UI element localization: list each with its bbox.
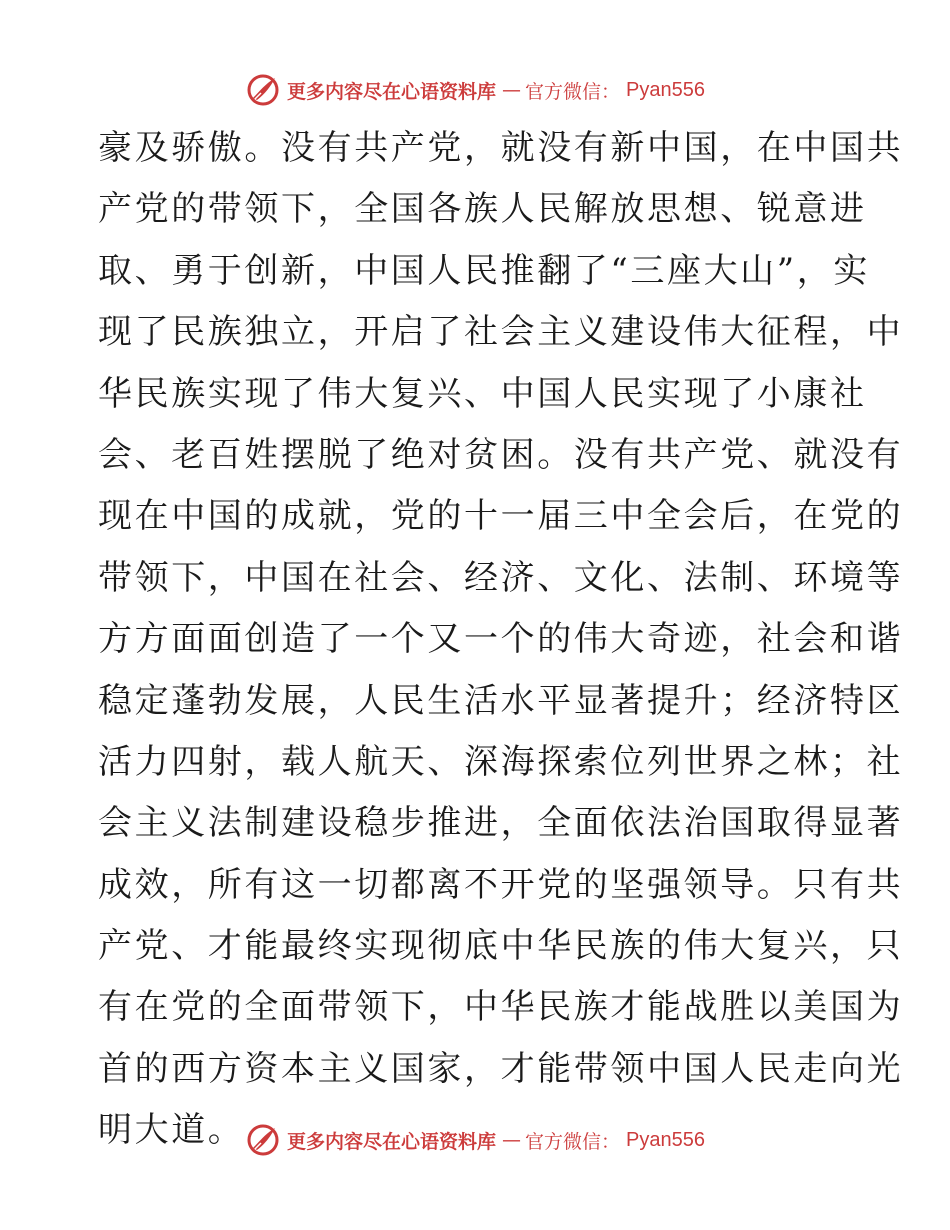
text-line: 产党的带领下，全国各族人民解放思想、锐意进 xyxy=(98,189,867,230)
footer-wechat-id: Pyan556 xyxy=(626,1128,705,1151)
footer-site-text: 更多内容尽在心语资料库 xyxy=(287,1130,497,1153)
text-line: 华民族实现了伟大复兴、中国人民实现了小康社 xyxy=(98,373,867,414)
text-line: 明大道。 xyxy=(98,1110,245,1151)
footer-banner xyxy=(0,1120,950,1160)
quill-logo-icon xyxy=(245,1122,281,1158)
text-line: 首的西方资本主义国家，才能带领中国人民走向光 xyxy=(98,1048,904,1089)
body-paragraph xyxy=(98,118,904,1162)
text-line: 会主义法制建设稳步推进，全面依法治国取得显著 xyxy=(98,803,904,844)
header-site-text: 更多内容尽在心语资料库 xyxy=(287,80,497,103)
quill-logo-icon xyxy=(245,72,281,108)
text-line: 产党、才能最终实现彻底中华民族的伟大复兴，只 xyxy=(98,926,904,967)
header-wechat-id: Pyan556 xyxy=(626,78,705,101)
text-line: 带领下，中国在社会、经济、文化、法制、环境等 xyxy=(98,557,904,598)
text-line: 稳定蓬勃发展，人民生活水平显著提升；经济特区 xyxy=(98,680,904,721)
footer-separator: — xyxy=(502,1129,520,1151)
text-line: 会、老百姓摆脱了绝对贫困。没有共产党、就没有 xyxy=(98,434,904,475)
text-line: 现了民族独立，开启了社会主义建设伟大征程，中 xyxy=(98,312,904,353)
text-line: 有在党的全面带领下，中华民族才能战胜以美国为 xyxy=(98,987,904,1028)
text-line: 豪及骄傲。没有共产党，就没有新中国，在中国共 xyxy=(98,128,904,168)
header-separator: — xyxy=(502,79,520,101)
footer-wechat-label: 官方微信： xyxy=(525,1130,621,1153)
header-banner xyxy=(0,70,950,110)
text-line: 成效，所有这一切都离不开党的坚强领导。只有共 xyxy=(98,864,904,905)
text-line: 取、勇于创新，中国人民推翻了“三座大山”，实 xyxy=(98,250,870,291)
text-line: 方方面面创造了一个又一个的伟大奇迹，社会和谐 xyxy=(98,619,904,660)
text-line: 活力四射，载人航天、深海探索位列世界之林；社 xyxy=(98,741,904,782)
header-wechat-label: 官方微信： xyxy=(525,80,621,103)
text-line: 现在中国的成就，党的十一届三中全会后，在党的 xyxy=(98,496,904,537)
